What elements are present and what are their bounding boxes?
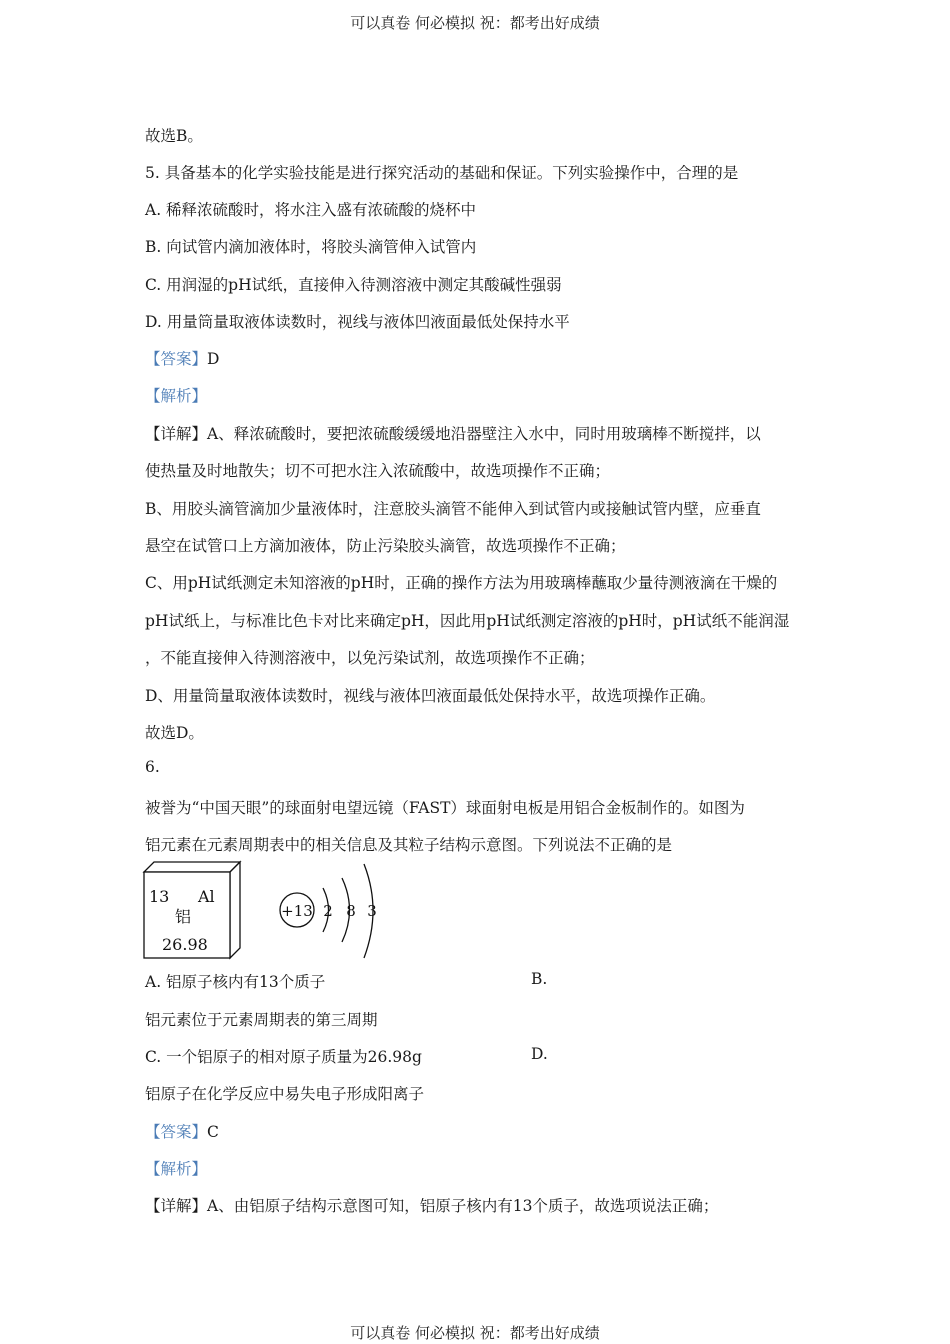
q6-explanation-line (145, 1194, 718, 1216)
q6-option-d-label: D. (531, 1045, 548, 1063)
question-6-number: 6. (145, 758, 160, 776)
q5-explanation-line: B、用胶头滴管滴加少量液体时，注意胶头滴管不能伸入到试管内或接触试管内壁，应垂直 (145, 500, 761, 518)
page-footer: 可以真卷 何必模拟 祝：都考出好成绩 (350, 1324, 600, 1342)
atom-structure-diagram (280, 864, 377, 958)
q5-option-c: C. 用润湿的pH试纸，直接伸入待测溶液中测定其酸碱性强弱 (145, 276, 562, 294)
answer-tag: 【答案】 (145, 350, 208, 368)
page-header: 可以真卷 何必模拟 祝：都考出好成绩 (350, 14, 600, 32)
q6-option-d: 铝原子在化学反应中易失电子形成阳离子 (145, 1085, 425, 1103)
aluminum-figure (140, 858, 400, 964)
q5-explanation-line: 使热量及时地散失；切不可把水注入浓硫酸中，故选项操作不正确； (145, 462, 611, 480)
q5-conclusion: 故选D。 (145, 724, 204, 742)
atomic-number: 13 (149, 887, 170, 906)
q5-explanation-line: D、用量筒量取液体读数时，视线与液体凹液面最低处保持水平，故选项操作正确。 (145, 687, 716, 705)
element-symbol: Al (198, 887, 215, 906)
detail-tag: 【详解】 (145, 425, 208, 443)
detail-text: A、释浓硫酸时，要把浓硫酸缓缓地沿器壁注入水中，同时用玻璃棒不断搅拌，以 (207, 425, 761, 443)
atomic-mass: 26.98 (162, 935, 208, 954)
answer-value: C (207, 1123, 219, 1141)
answer-value: D (207, 350, 220, 368)
question-6-stem: 铝元素在元素周期表中的相关信息及其粒子结构示意图。下列说法不正确的是 (145, 836, 673, 854)
q6-option-b-label: B. (531, 970, 548, 988)
q5-explanation-line: pH试纸上，与标准比色卡对比来确定pH，因此用pH试纸测定溶液的pH时，pH试纸不能润湿 (145, 612, 790, 630)
text-line: 故选B。 (145, 127, 203, 145)
q6-analysis-tag: 【解析】 (145, 1160, 208, 1178)
q6-option-b: 铝元素位于元素周期表的第三周期 (145, 1011, 378, 1029)
q5-option-d: D. 用量筒量取液体读数时，视线与液体凹液面最低处保持水平 (145, 313, 570, 331)
q5-option-a: A. 稀释浓硫酸时，将水注入盛有浓硫酸的烧杯中 (145, 201, 477, 219)
detail-tag: 【详解】 (145, 1197, 208, 1215)
detail-text: A、由铝原子结构示意图可知，铝原子核内有13个质子，故选项说法正确； (207, 1197, 719, 1215)
question-6-stem: 被誉为“中国天眼”的球面射电望远镜（FAST）球面射电板是用铝合金板制作的。如图为 (145, 799, 745, 817)
element-card (144, 862, 240, 958)
q5-analysis-tag: 【解析】 (145, 387, 208, 405)
element-name: 铝 (175, 907, 192, 926)
q6-option-c: C. 一个铝原子的相对原子质量为26.98g (145, 1048, 422, 1066)
q5-explanation-line (145, 422, 761, 444)
q6-option-a: A. 铝原子核内有13个质子 (145, 973, 326, 991)
nucleus-charge: +13 (281, 902, 313, 920)
question-5-stem: 5. 具备基本的化学实验技能是进行探究活动的基础和保证。下列实验操作中，合理的是 (145, 164, 739, 182)
shell-electrons-2: 8 (346, 902, 356, 920)
q6-answer (145, 1120, 219, 1142)
q5-explanation-line: 悬空在试管口上方滴加液体，防止污染胶头滴管，故选项操作不正确； (145, 537, 626, 555)
answer-tag: 【答案】 (145, 1123, 208, 1141)
q5-answer (145, 347, 219, 369)
shell-electrons-3: 3 (367, 902, 377, 920)
q5-explanation-line: C、用pH试纸测定未知溶液的pH时，正确的操作方法为用玻璃棒蘸取少量待测液滴在干燥的 (145, 574, 778, 592)
shell-electrons-1: 2 (323, 902, 333, 920)
q5-explanation-line: ，不能直接伸入待测溶液中，以免污染试剂，故选项操作不正确； (145, 649, 595, 667)
q5-option-b: B. 向试管内滴加液体时，将胶头滴管伸入试管内 (145, 238, 477, 256)
